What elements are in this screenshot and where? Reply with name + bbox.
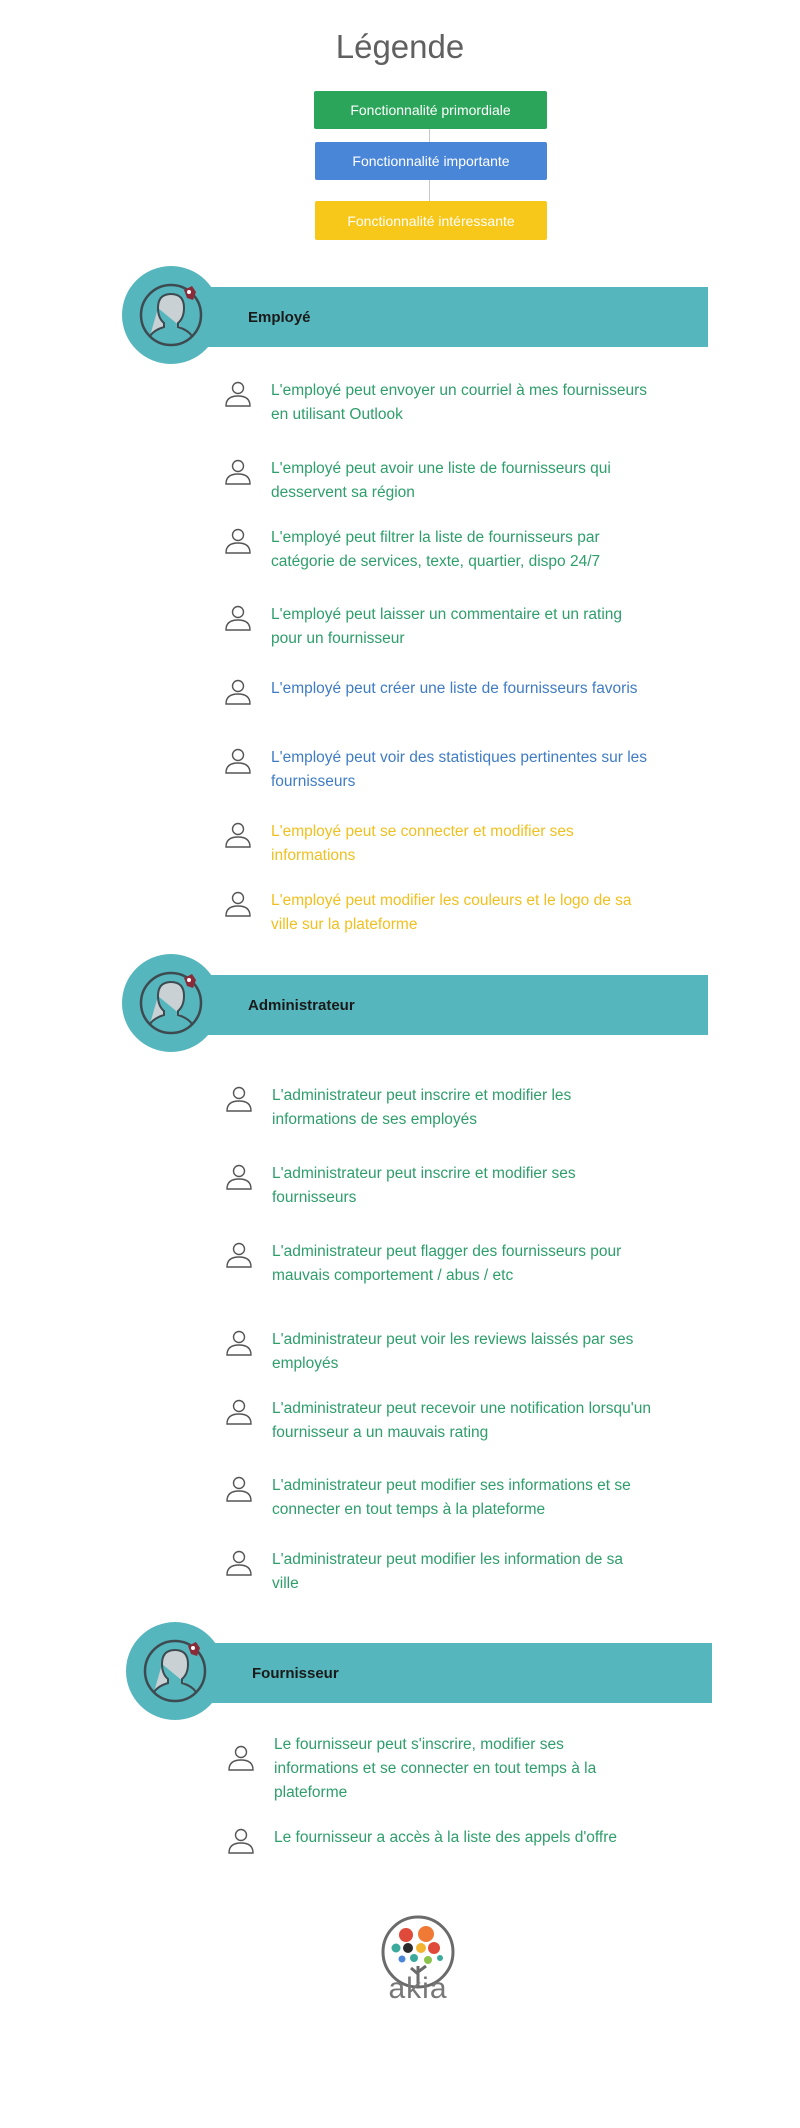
item-text: L'employé peut se connecter et modifier ses informations: [271, 823, 574, 864]
user-icon: [224, 1084, 254, 1114]
user-icon: [223, 603, 253, 633]
item-text: L'employé peut créer une liste de fournisseurs favoris: [271, 680, 638, 697]
fournisseur-avatar: [126, 1622, 224, 1720]
section-title-employe: Employé: [248, 309, 311, 326]
user-icon: [224, 1328, 254, 1358]
user-icon: [224, 1397, 254, 1427]
user-icon: [226, 1743, 256, 1773]
user-icon: [223, 889, 253, 919]
item-text: L'employé peut laisser un commentaire et un rating pour un fournisseur: [271, 606, 623, 647]
item-text: L'administrateur peut inscrire et modifier ses fournisseurs: [272, 1165, 576, 1206]
legend-importante: Fonctionnalité importante: [315, 142, 547, 180]
item-text: L'administrateur peut flagger des fournisseurs pour mauvais comportement / abus / etc: [272, 1243, 622, 1284]
legend-title: Légende: [335, 28, 465, 65]
item-text: L'administrateur peut modifier ses informations et se connecter en tout temps à la plateforme: [272, 1477, 631, 1518]
item-text: L'administrateur peut recevoir une notification lorsqu'un fournisseur a un mauvais rating: [272, 1400, 651, 1441]
user-icon: [224, 1548, 254, 1578]
user-icon: [224, 1162, 254, 1192]
item-text: L'employé peut avoir une liste de fournisseurs qui desservent sa région: [271, 460, 611, 501]
user-icon: [223, 457, 253, 487]
section-title-administrateur: Administrateur: [248, 997, 355, 1014]
user-icon: [226, 1826, 256, 1856]
legend-primordiale: Fonctionnalité primordiale: [314, 91, 547, 129]
section-title-fournisseur: Fournisseur: [252, 1665, 339, 1682]
item-text: Le fournisseur a accès à la liste des appels d'offre: [274, 1829, 618, 1846]
item-text: L'employé peut filtrer la liste de fournisseurs par catégorie de services, texte, quartier, dispo 24/7: [271, 529, 601, 570]
employe-avatar: [122, 266, 220, 364]
item-text: Le fournisseur peut s'inscrire, modifier ses informations et se connecter en tout temps à la plateforme: [274, 1736, 597, 1801]
user-icon: [224, 1474, 254, 1504]
user-icon: [223, 677, 253, 707]
logo-text: akia: [388, 1972, 448, 2005]
user-icon: [223, 526, 253, 556]
item-text: L'administrateur peut modifier les information de sa ville: [272, 1551, 624, 1592]
administrateur-avatar: [122, 954, 220, 1052]
item-text: L'employé peut modifier les couleurs et le logo de sa ville sur la plateforme: [271, 892, 632, 933]
user-icon: [223, 820, 253, 850]
person-avatar-icon: [122, 266, 220, 364]
item-text: L'administrateur peut voir les reviews laissés par ses employés: [272, 1331, 634, 1372]
person-avatar-icon: [122, 954, 220, 1052]
item-text: L'employé peut voir des statistiques pertinentes sur les fournisseurs: [271, 749, 648, 790]
user-icon: [224, 1240, 254, 1270]
user-icon: [223, 379, 253, 409]
item-text: L'administrateur peut inscrire et modifier les informations de ses employés: [272, 1087, 572, 1128]
user-icon: [223, 746, 253, 776]
legend-interessante: Fonctionnalité intéressante: [315, 201, 547, 240]
item-text: L'employé peut envoyer un courriel à mes fournisseurs en utilisant Outlook: [271, 382, 648, 423]
person-avatar-icon: [126, 1622, 224, 1720]
